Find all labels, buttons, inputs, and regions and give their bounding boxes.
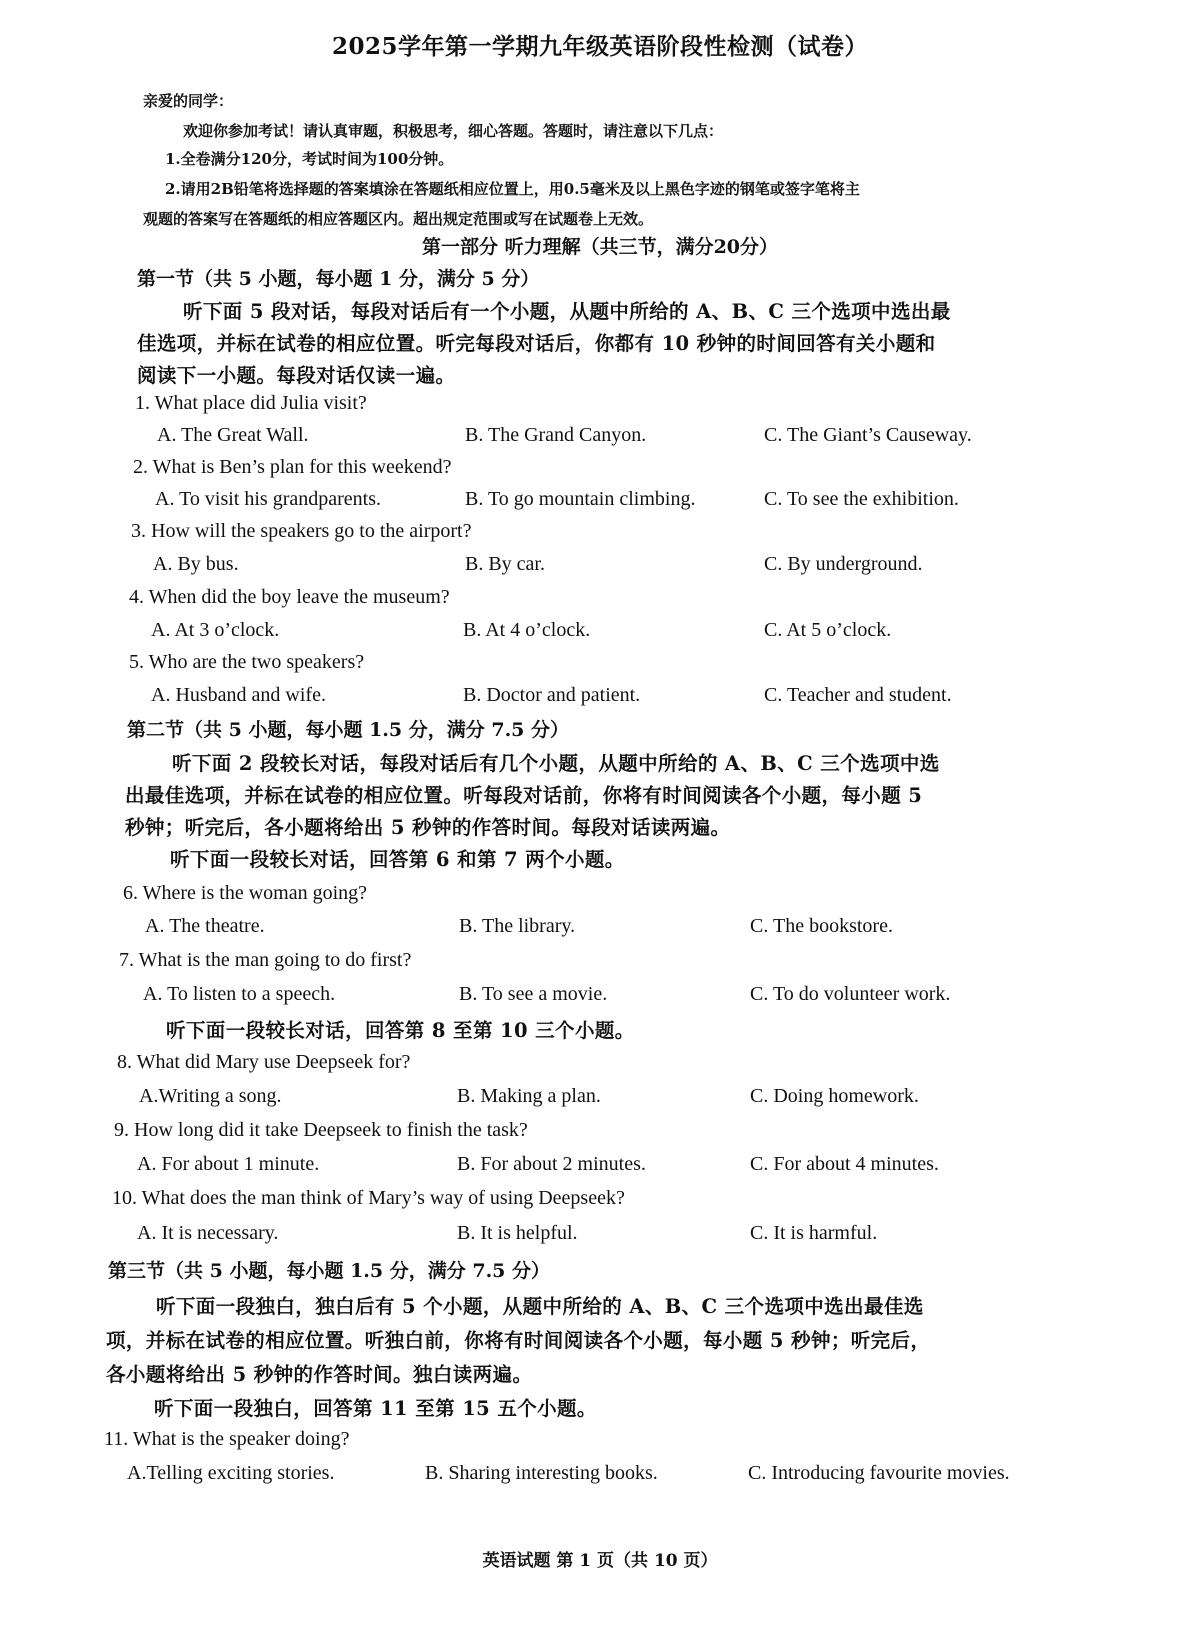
exam-title: 2025学年第一学期九年级英语阶段性检测（试卷） <box>331 33 868 60</box>
q2-option-c[interactable]: C. To see the exhibition. <box>764 488 959 510</box>
instruction-2-line1: 2.请用2B铅笔将选择题的答案填涂在答题纸相应位置上，用0.5毫米及以上黑色字迹的钢笔或签字笔将主 <box>165 180 860 198</box>
section2-instruction-line1: 听下面 2 段较长对话，每段对话后有几个小题，从题中所给的 A、B、C 三个选项中选 <box>172 752 940 775</box>
q7-option-a[interactable]: A. To listen to a speech. <box>143 983 336 1005</box>
q3-option-b[interactable]: B. By car. <box>465 553 545 575</box>
question-5: 5. Who are the two speakers? <box>129 651 365 673</box>
greeting: 亲爱的同学： <box>143 92 234 110</box>
q5-option-a[interactable]: A. Husband and wife. <box>151 684 326 706</box>
q6-option-a[interactable]: A. The theatre. <box>145 915 265 937</box>
section2-instruction-line2: 出最佳选项，并标在试卷的相应位置。听每段对话前，你将有时间阅读各个小题，每小题 5 <box>125 784 923 807</box>
q11-option-c[interactable]: C. Introducing favourite movies. <box>748 1462 1010 1484</box>
q8-option-b[interactable]: B. Making a plan. <box>457 1085 601 1107</box>
q10-option-b[interactable]: B. It is helpful. <box>457 1222 578 1244</box>
section3-instruction-line1: 听下面一段独白，独白后有 5 个小题，从题中所给的 A、B、C 三个选项中选出最佳选 <box>156 1295 924 1318</box>
q11-option-b[interactable]: B. Sharing interesting books. <box>425 1462 658 1484</box>
section3-instruction-line3: 各小题将给出 5 秒钟的作答时间。独白读两遍。 <box>106 1363 533 1386</box>
question-2: 2. What is Ben’s plan for this weekend? <box>133 456 452 478</box>
q9-option-a[interactable]: A. For about 1 minute. <box>137 1153 320 1175</box>
section2-heading: 第二节（共 5 小题，每小题 1.5 分，满分 7.5 分） <box>127 719 570 741</box>
section1-instruction-line2: 佳选项，并标在试卷的相应位置。听完每段对话后，你都有 10 秒钟的时间回答有关小题和 <box>137 332 936 355</box>
q4-option-c[interactable]: C. At 5 o’clock. <box>764 619 892 641</box>
q2-option-a[interactable]: A. To visit his grandparents. <box>155 488 381 510</box>
question-4: 4. When did the boy leave the museum? <box>129 586 450 608</box>
q8-option-a[interactable]: A.Writing a song. <box>139 1085 282 1107</box>
instruction-2-line2: 观题的答案写在答题纸的相应答题区内。超出规定范围或写在试题卷上无效。 <box>143 210 654 228</box>
question-11: 11. What is the speaker doing? <box>104 1428 350 1450</box>
section1-instruction-line1: 听下面 5 段对话，每段对话后有一个小题，从题中所给的 A、B、C 三个选项中选出最 <box>183 300 951 323</box>
question-3: 3. How will the speakers go to the airport? <box>131 520 472 542</box>
section3-instruction-line2: 项，并标在试卷的相应位置。听独白前，你将有时间阅读各个小题，每小题 5 秒钟；听完后， <box>106 1329 931 1352</box>
q4-option-a[interactable]: A. At 3 o’clock. <box>151 619 280 641</box>
q9-option-c[interactable]: C. For about 4 minutes. <box>750 1153 939 1175</box>
section1-instruction-line3: 阅读下一小题。每段对话仅读一遍。 <box>137 364 456 387</box>
q6-option-c[interactable]: C. The bookstore. <box>750 915 893 937</box>
question-9: 9. How long did it take Deepseek to finish the task? <box>114 1119 528 1141</box>
q1-option-a[interactable]: A. The Great Wall. <box>157 424 309 446</box>
section3-sub1: 听下面一段独白，回答第 11 至第 15 五个小题。 <box>154 1397 597 1420</box>
part1-title: 第一部分 听力理解（共三节，满分20分） <box>421 236 779 258</box>
q5-option-c[interactable]: C. Teacher and student. <box>764 684 952 706</box>
page-footer: 英语试题 第 1 页（共 10 页） <box>482 1551 718 1571</box>
question-7: 7. What is the man going to do first? <box>119 949 412 971</box>
q10-option-a[interactable]: A. It is necessary. <box>137 1222 279 1244</box>
question-8: 8. What did Mary use Deepseek for? <box>117 1051 411 1073</box>
q7-option-b[interactable]: B. To see a movie. <box>459 983 608 1005</box>
q3-option-a[interactable]: A. By bus. <box>153 553 239 575</box>
question-6: 6. Where is the woman going? <box>123 882 368 904</box>
q5-option-b[interactable]: B. Doctor and patient. <box>463 684 641 706</box>
section3-heading: 第三节（共 5 小题，每小题 1.5 分，满分 7.5 分） <box>108 1260 551 1282</box>
q1-option-b[interactable]: B. The Grand Canyon. <box>465 424 647 446</box>
q10-option-c[interactable]: C. It is harmful. <box>750 1222 878 1244</box>
question-10: 10. What does the man think of Mary’s way of using Deepseek? <box>112 1187 625 1209</box>
q1-option-c[interactable]: C. The Giant’s Causeway. <box>764 424 972 446</box>
section2-sub2: 听下面一段较长对话，回答第 8 至第 10 三个小题。 <box>166 1019 635 1042</box>
section1-heading: 第一节（共 5 小题，每小题 1 分，满分 5 分） <box>137 268 540 290</box>
q6-option-b[interactable]: B. The library. <box>459 915 576 937</box>
question-1: 1. What place did Julia visit? <box>135 392 367 414</box>
welcome-text: 欢迎你参加考试！请认真审题，积极思考，细心答题。答题时，请注意以下几点： <box>183 122 724 140</box>
q11-option-a[interactable]: A.Telling exciting stories. <box>127 1462 335 1484</box>
section2-instruction-line3: 秒钟；听完后，各小题将给出 5 秒钟的作答时间。每段对话读两遍。 <box>125 816 731 839</box>
instruction-1: 1.全卷满分120分，考试时间为100分钟。 <box>165 150 454 168</box>
q9-option-b[interactable]: B. For about 2 minutes. <box>457 1153 646 1175</box>
q8-option-c[interactable]: C. Doing homework. <box>750 1085 919 1107</box>
q2-option-b[interactable]: B. To go mountain climbing. <box>465 488 696 510</box>
section2-sub1: 听下面一段较长对话，回答第 6 和第 7 两个小题。 <box>170 848 625 871</box>
q4-option-b[interactable]: B. At 4 o’clock. <box>463 619 591 641</box>
q3-option-c[interactable]: C. By underground. <box>764 553 923 575</box>
q7-option-c[interactable]: C. To do volunteer work. <box>750 983 951 1005</box>
